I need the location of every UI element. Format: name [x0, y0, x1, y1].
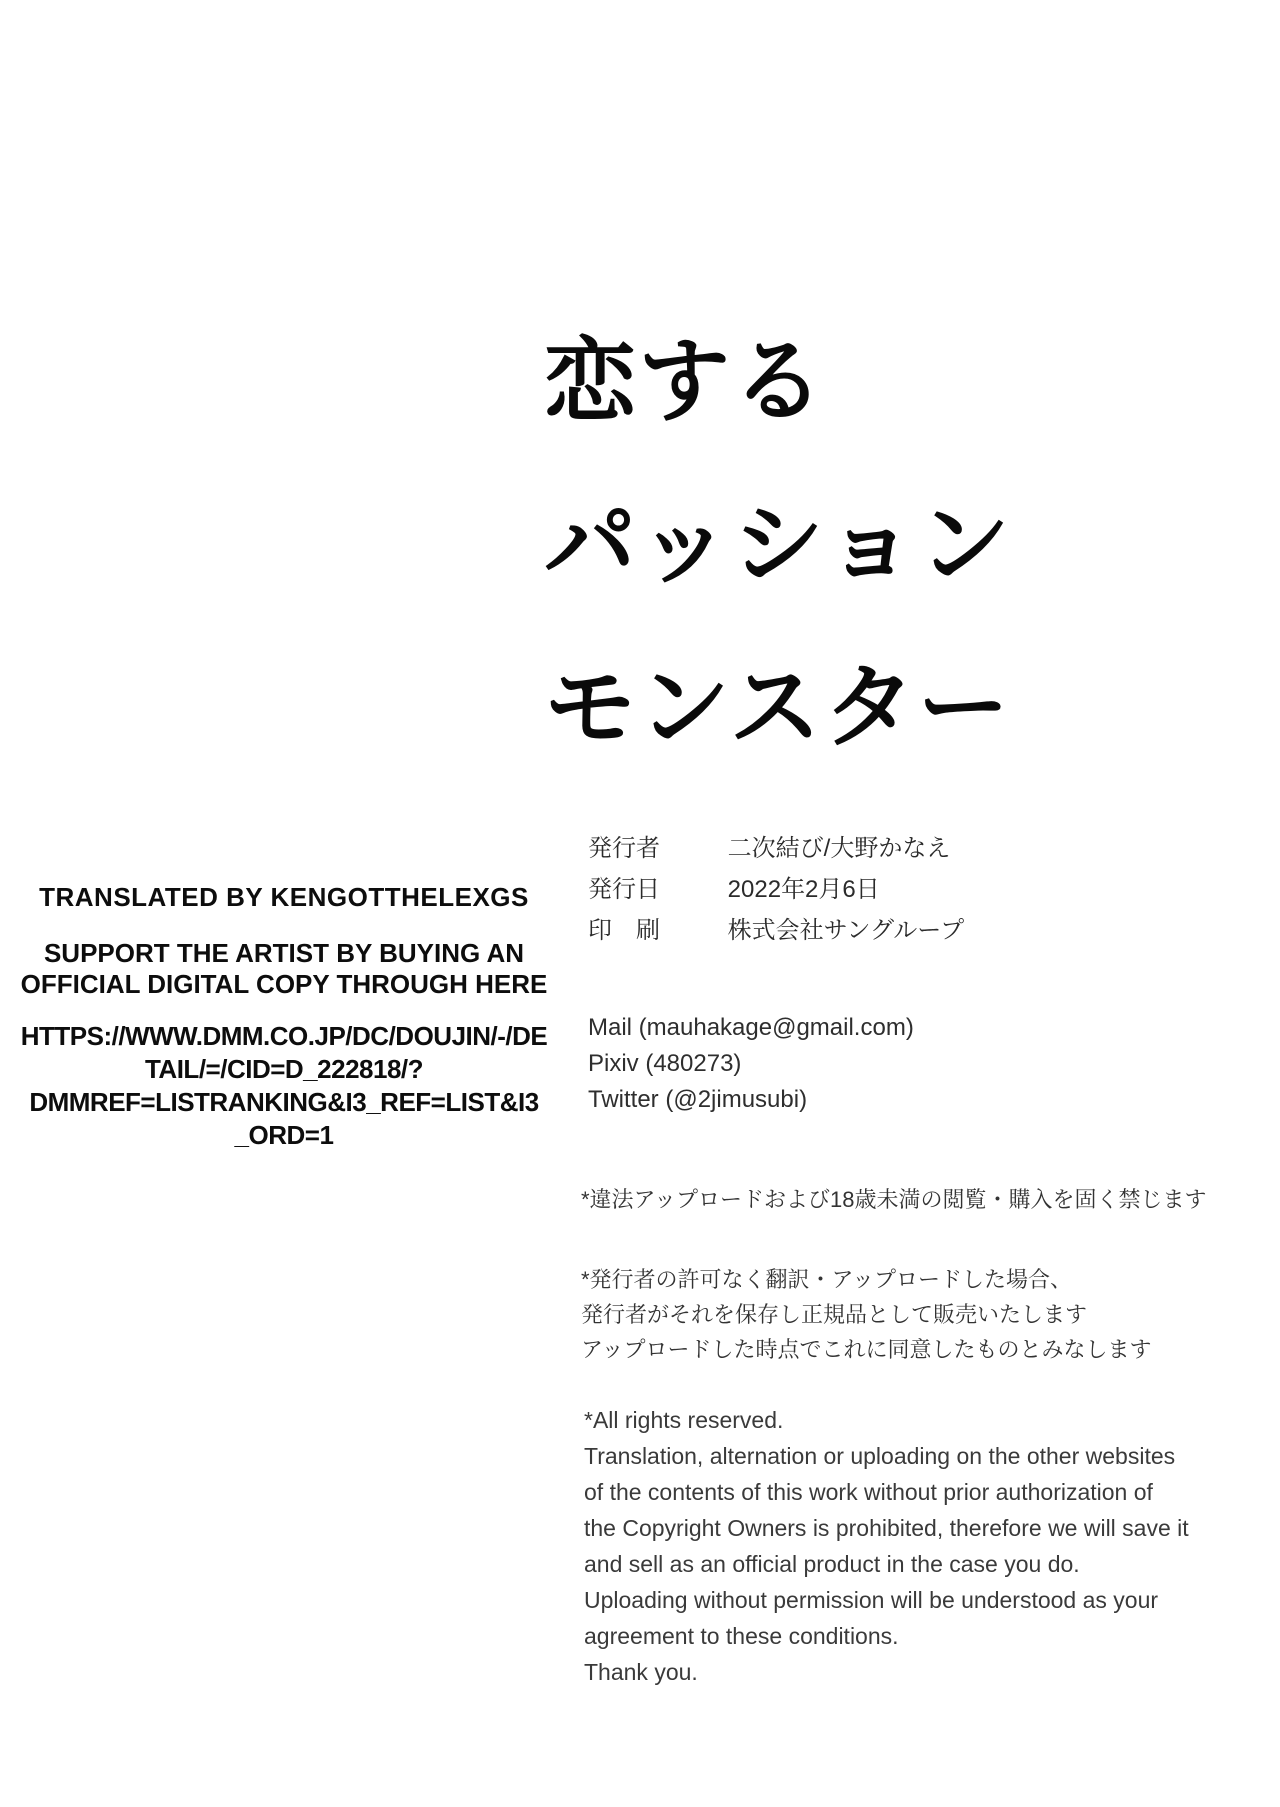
support-artist-line-2: OFFICIAL DIGITAL COPY THROUGH HERE [20, 969, 548, 999]
book-title-line-2: パッション [544, 491, 1013, 598]
book-title-line-3: モンスター [544, 654, 1012, 761]
jp-copyright-line-3: アップロードした時点でこれに同意したものとみなします [581, 1337, 1152, 1362]
url-line-1: HTTPS://WWW.DMM.CO.JP/DC/DOUJIN/-/DE [20, 1021, 548, 1051]
en-rights-notice [584, 1402, 1189, 1690]
contact-mail: Mail (mauhakage@gmail.com) [588, 1014, 914, 1041]
url-line-3: DMMREF=LISTRANKING&I3_REF=LIST&I3 [29, 1087, 539, 1117]
jp-copyright-line-2: 発行者がそれを保存し正規品として販売いたします [581, 1302, 1088, 1327]
printer-label: 印 刷 [588, 917, 660, 944]
contact-info [588, 1010, 914, 1118]
url-line-4: _ORD=1 [234, 1120, 334, 1150]
url-line-2: TAIL/=/CID=D_222818/? [144, 1054, 424, 1084]
jp-age-restriction-notice: *違法アップロードおよび18歳未満の閲覧・購入を固く禁じます [581, 1187, 1207, 1212]
official-copy-url [0, 1020, 568, 1152]
en-rights-line-1: *All rights reserved. [584, 1407, 784, 1433]
en-rights-line-4: the Copyright Owners is prohibited, therefore we will save it [584, 1515, 1189, 1541]
contact-twitter: Twitter (@2jimusubi) [588, 1086, 808, 1113]
en-rights-line-3: of the contents of this work without prior authorization of [584, 1479, 1153, 1505]
publisher-value: 二次結び/大野かなえ [727, 835, 951, 862]
book-title-line-1: 恋する [544, 328, 827, 435]
support-artist-line-1: SUPPORT THE ARTIST BY BUYING AN [43, 938, 525, 968]
publication-row-date [588, 869, 964, 910]
publication-date-value: 2022年2月6日 [727, 876, 880, 903]
en-rights-line-6: Uploading without permission will be understood as your [584, 1587, 1159, 1613]
book-title [544, 300, 1104, 789]
publication-date-label: 発行日 [588, 876, 660, 903]
publication-info [588, 828, 964, 951]
support-artist-note [0, 938, 568, 1000]
printer-value: 株式会社サングループ [727, 917, 965, 944]
contact-pixiv: Pixiv (480273) [588, 1050, 742, 1077]
publisher-label: 発行者 [588, 835, 660, 862]
publication-row-printer [588, 910, 964, 951]
translator-credit: TRANSLATED BY KENGOTTHELEXGS [39, 882, 529, 912]
publication-row-publisher [588, 828, 964, 869]
jp-copyright-line-1: *発行者の許可なく翻訳・アップロードした場合、 [581, 1267, 1073, 1292]
jp-copyright-notice [581, 1262, 1151, 1367]
en-rights-line-5: and sell as an official product in the case you do. [584, 1551, 1080, 1577]
en-rights-line-8: Thank you. [584, 1659, 698, 1685]
en-rights-line-7: agreement to these conditions. [584, 1623, 899, 1649]
en-rights-line-2: Translation, alternation or uploading on the other websites [584, 1443, 1176, 1469]
